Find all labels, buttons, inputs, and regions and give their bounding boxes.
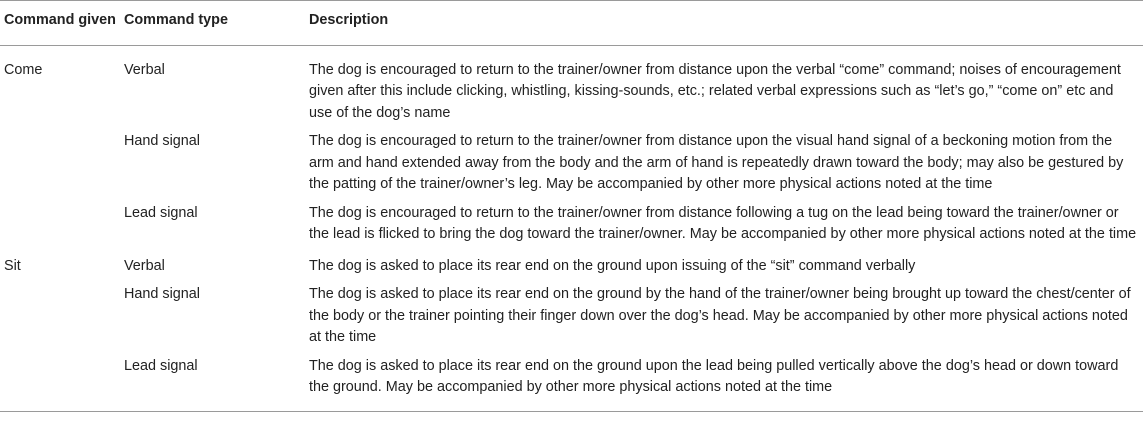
cell-command bbox=[0, 352, 120, 412]
cell-description: The dog is encouraged to return to the trainer/owner from distance following a tug on the lead being toward the trainer/owner or the lead is flicked to bring the dog toward the trainer/owner. May be accompanied by other more physical actions noted at the time bbox=[309, 204, 1137, 242]
cell-type: Hand signal bbox=[124, 286, 201, 302]
cell-description: The dog is asked to place its rear end on the ground by the hand of the trainer/owner being brought up toward the chest/center of the body or the trainer pointing their finger down over the dog’s head. May be accompanied by other more physical actions noted at the time bbox=[309, 286, 1131, 345]
header-description: Description bbox=[305, 1, 1143, 46]
cell-type: Verbal bbox=[124, 61, 165, 78]
table-row bbox=[0, 199, 1143, 250]
cell-type: Verbal bbox=[124, 257, 165, 274]
cell-type: Lead signal bbox=[120, 352, 305, 412]
table-row bbox=[0, 45, 1143, 127]
header-row bbox=[0, 1, 1143, 46]
cell-command bbox=[0, 199, 120, 250]
cell-type: Lead signal bbox=[124, 204, 198, 221]
cell-command: Come bbox=[4, 61, 43, 78]
table-header bbox=[0, 1, 1143, 46]
cell-description: The dog is encouraged to return to the trainer/owner from distance upon the visual hand signal of a beckoning motion from the arm and hand extended away from the body and the arm of hand is repeatedly drawn toward the body; may also be gestured by the patting of the trainer/owner’s leg. May be accompanied by other more physical actions noted at the time bbox=[309, 133, 1124, 192]
cell-command bbox=[0, 127, 120, 199]
cell-description: The dog is asked to place its rear end on the ground upon the lead being pulled vertically above the dog’s head or down toward the ground. May be accompanied by other more physical actions noted at the time bbox=[305, 352, 1143, 412]
cell-command bbox=[0, 280, 120, 352]
table-row bbox=[0, 352, 1143, 412]
cell-description: The dog is asked to place its rear end on the ground upon issuing of the “sit” command verbally bbox=[309, 257, 916, 274]
table-body bbox=[0, 45, 1143, 411]
cell-description: The dog is encouraged to return to the trainer/owner from distance upon the verbal “come” command; noises of encouragement given after this include clicking, whistling, kissing-sounds, etc.; related verbal expressions such as “let’s go,” “come on” etc and use of the dog’s name bbox=[309, 61, 1121, 121]
table-row bbox=[0, 250, 1143, 281]
table-row bbox=[0, 280, 1143, 352]
header-command-given: Command given bbox=[0, 1, 120, 46]
cell-type: Hand signal bbox=[124, 133, 201, 149]
table-row bbox=[0, 127, 1143, 199]
cell-command: Sit bbox=[4, 257, 21, 274]
header-command-type: Command type bbox=[120, 1, 305, 46]
